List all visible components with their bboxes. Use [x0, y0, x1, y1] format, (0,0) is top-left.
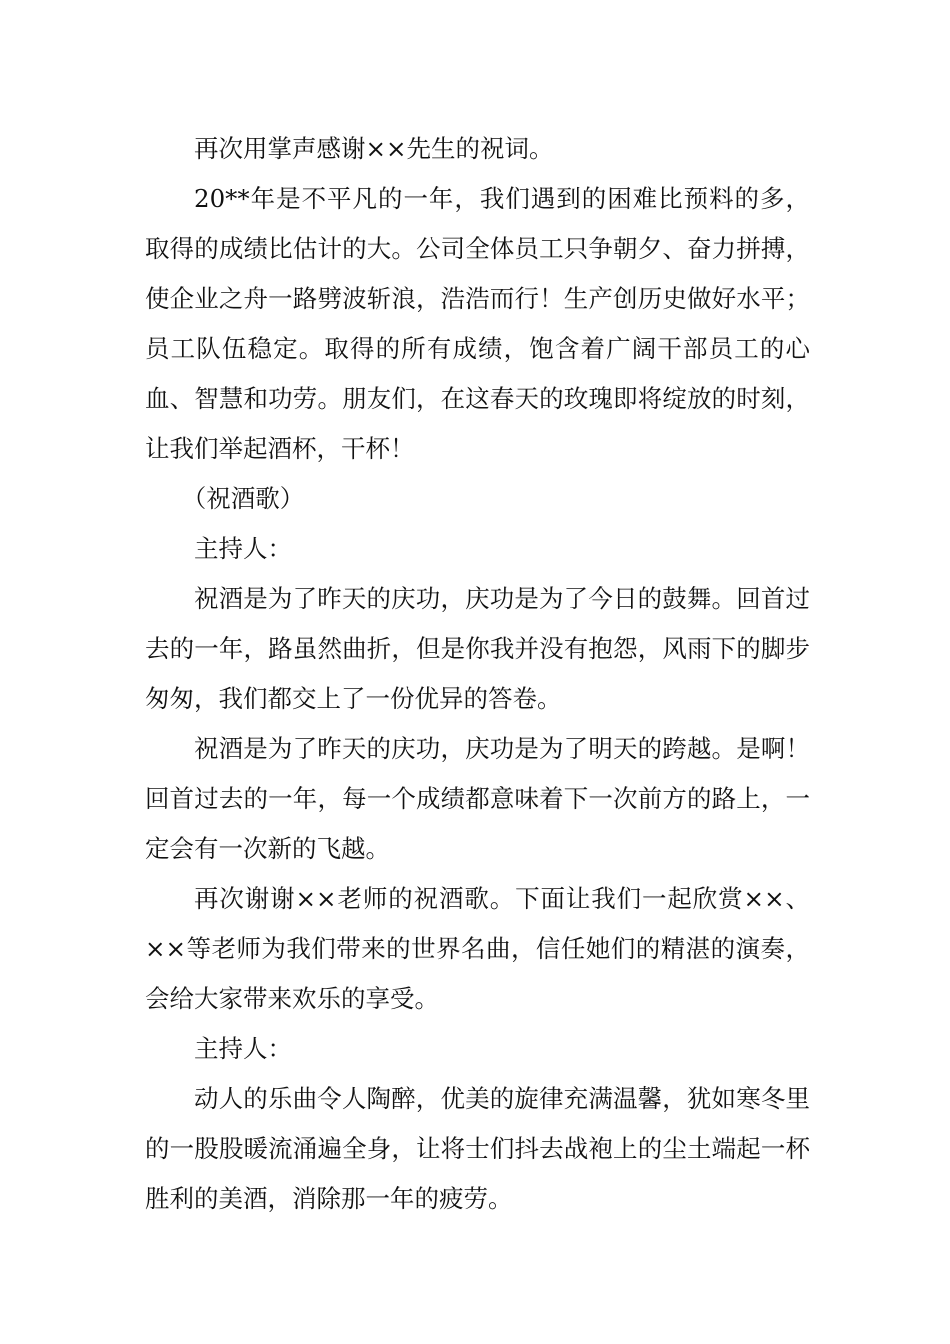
document-body — [145, 124, 810, 1224]
paragraph-host-label-2: 主持人： — [194, 1034, 292, 1063]
paragraph-toast-song: （祝酒歌） — [181, 484, 305, 513]
paragraph-toast-tomorrow: 祝酒是为了昨天的庆功，庆功是为了明天的跨越。是啊！回首过去的一年，每一个成绩都意味着下一次前方的路上，一定会有一次新的飞越。 — [145, 734, 810, 863]
paragraph-music: 动人的乐曲令人陶醉，优美的旋律充满温馨，犹如寒冬里的一股股暖流涌遍全身，让将士们抖去战袍上的尘土端起一杯胜利的美酒，消除那一年的疲劳。 — [145, 1084, 810, 1213]
paragraph-thanks-speech: 再次用掌声感谢××先生的祝词。 — [194, 134, 554, 163]
paragraph-toast-yesterday: 祝酒是为了昨天的庆功，庆功是为了今日的鼓舞。回首过去的一年，路虽然曲折，但是你我并没有抱怨，风雨下的脚步匆匆，我们都交上了一份优异的答卷。 — [145, 584, 810, 713]
paragraph-thanks-teacher: 再次谢谢××老师的祝酒歌。下面让我们一起欣赏××、××等老师为我们带来的世界名曲，信任她们的精湛的演奏，会给大家带来欢乐的享受。 — [145, 884, 810, 1013]
paragraph-host-label: 主持人： — [194, 534, 292, 563]
paragraph-year-review: 20**年是不平凡的一年，我们遇到的困难比预料的多，取得的成绩比估计的大。公司全体员工只争朝夕、奋力拼搏，使企业之舟一路劈波斩浪，浩浩而行！生产创历史做好水平；员工队伍稳定。取得的所有成绩，饱含着广阔干部员工的心血、智慧和功劳。朋友们，在这春天的玫瑰即将绽放的时刻，让我们举起酒杯，干杯！ — [145, 184, 810, 463]
